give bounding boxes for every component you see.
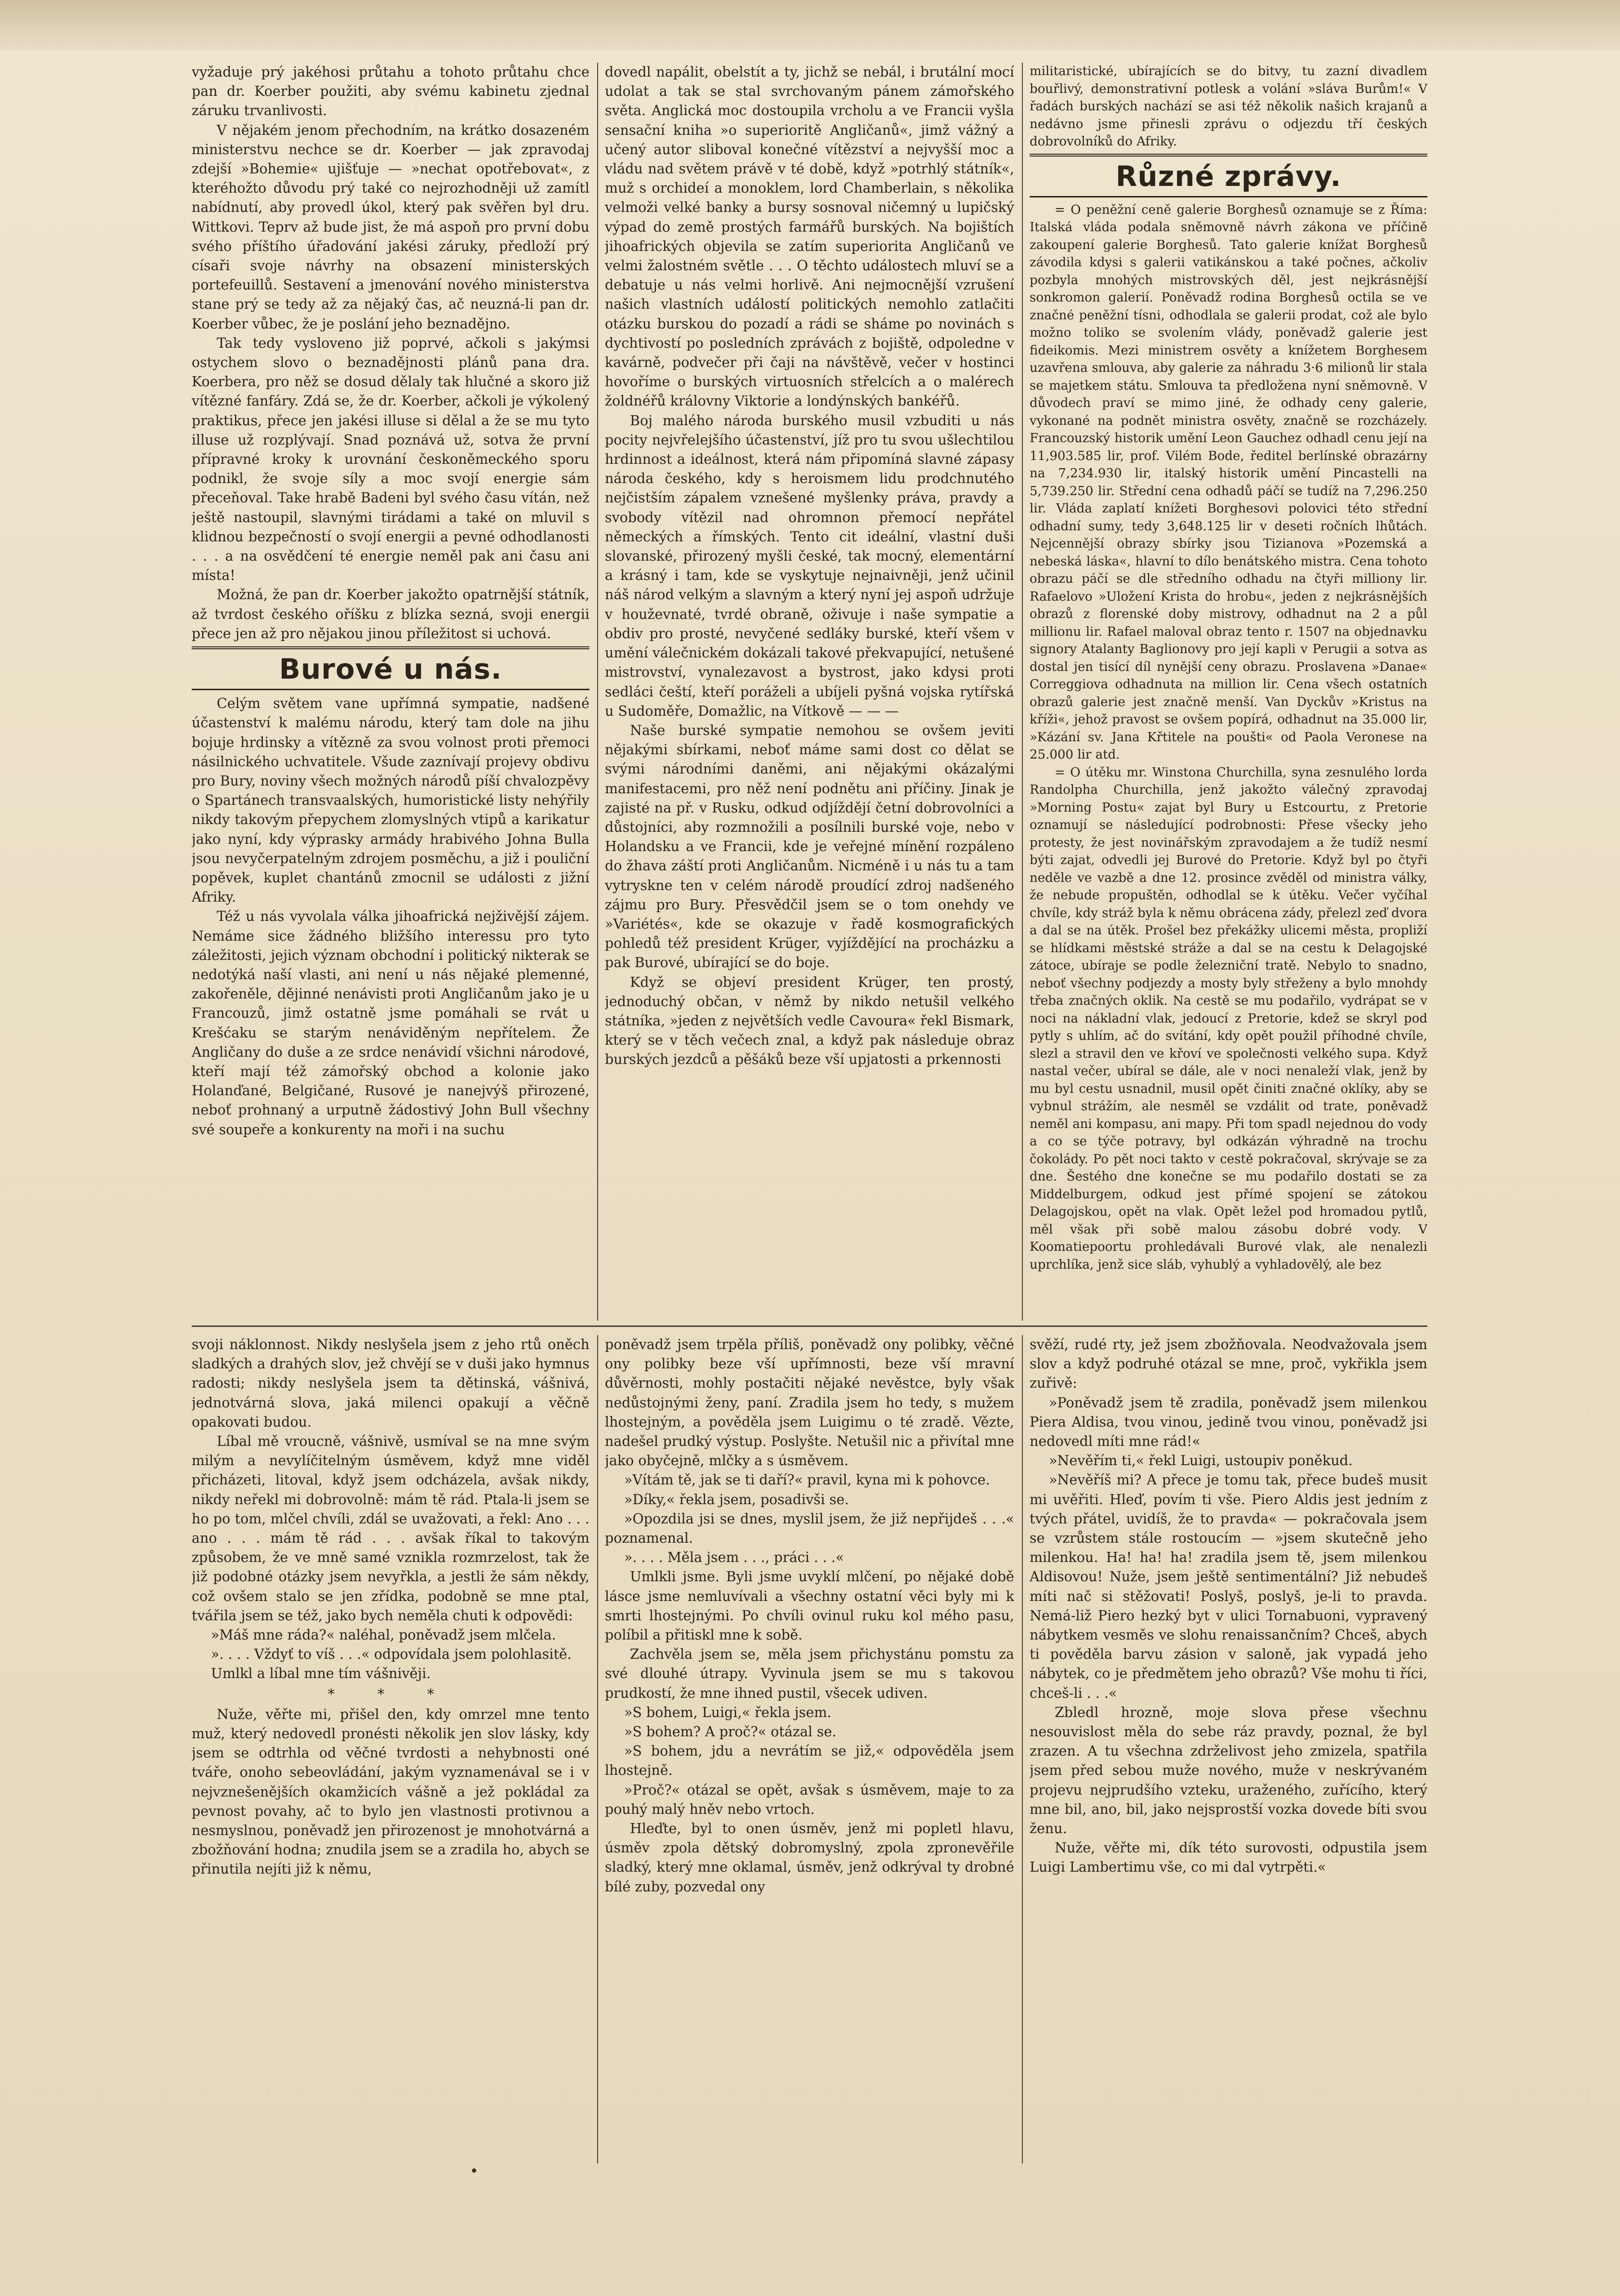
dialogue-line: »Vítám tě, jak se ti daří?« pravil, kyna mi k pohovce.	[624, 1472, 990, 1488]
paragraph: militaristické, ubírajících se do bitvy, tu zazní divadlem bouřlivý, demonstrativní potlesk a volání »sláva Burům!« V řadách burských nachází se asi též několik našich krajanů a nedávno jsme přinesli zprávu o odjezdu tří českých dobrovolníků do Afriky.	[1030, 64, 1427, 149]
dialogue-line: »S bohem, Luigi,« řekla jsem.	[624, 1704, 832, 1720]
top-col1-paragraphs	[192, 63, 589, 643]
paragraph: Boj malého národa burského musil vzbuditi u nás pocity nejvřelejšího účastenství, jíž pro tu svou ušlechtilou hrdinnost a ideálnost, která nám připomíná slavné zápasy národa českého, kdy s heroismem lidu prodchnutého nejčistším zápalem vznešené myšlenky práva, pravdy a svobody vítězil nad ohromnon přemocí nepřátel německých a římských. Tento cit ideální, vlastní duši slovanské, přirozený myšli české, tak mocný, elementární a krásný i tam, kde se vyskytuje nejnaivněji, jenž učinil náš národ velkým a slavným a který nyní jej aspoň udržuje v houževnaté, tvrdé obraně, oživuje i naše sympatie a obdiv pro prosté, nevyčené sedláky burské, kteří všem v umění válečnickém dokázali takové překvapující, netušené mistrovství, vynalezavost a bystrost, jako kdysi proti sedláci čeští, kteří poráželi a ubíjeli pyšná vojska rytířská u Sudoměře, Domažlic, na Vítkově — — —	[605, 412, 1014, 719]
column-rule	[597, 1335, 598, 2164]
paragraph: Tak tedy vysloveno již poprvé, ačkoli s jakýmsi ostychem slovo o beznadějnosti plánů pana dra. Koerbera, pro něž se dosud dělaly tak hlučné a skoro již vítězné fanfáry. Zdá se, že dr. Koerber, ačkoli je výkolený praktikus, přece jen jakési illuse si dělal a že se mu tyto illuse už rozplývají. Snad poznává už, sotva že první přípravné kroky k urovnání českoněmeckého sporu podnikl, že svoje síly a moc svojí energie sám přeceňoval. Take hrabě Badeni byl svého času vítán, než ještě nastoupil, slavnými tirádami a také on mluvil s klidnou bezpečností o svojí energii a pevné odhodlanosti . . . a na osvědčení té energie neměl pak ani času ani místa!	[192, 335, 589, 584]
dialogue-line: Umlkl a líbal mne tím vášnivěji.	[211, 1666, 431, 1682]
news-item: = O peněžní ceně galerie Borghesů oznamuje se z Říma: Italská vláda podala sněmovně návrh zákona ve příčině zakoupení galerie Borghesů. Tato galerie knížat Borghesů závodila kdysi s galerii vatikánskou a také počnes, ačkoliv pozbyla mnohých mistrovských děl, jest nejkrásnější sonkromon galerií. Poněvadž rodina Borghesů octila se ve značné peněžní tísni, odhodlala se galerii prodat, což ale bylo možno toliko se svolením vlády, poněvadž galerie jest fideikomis. Mezi ministrem osvěty a knížetem Borghesem uzavřena smlouva, aby galerie za náhradu 3·6 milionů lir stala se majetkem státu. Smlouva ta předložena nyní sněmovně. V důvodech praví se mimo jiné, že odhady ceny galerie, vykonané na podnět ministra osvěty, značně se rozcházely. Francouzský historik umění Leon Gauchez odhadl cenu její na 11,903.585 lir, prof. Vilém Bode, ředitel berlínské obrazárny na 7,234.930 lir, italský historik umění Pincastelli na 5,739.250 lir. Střední cena odhadů páčí se tudíž na 7,296.250 lir. Vláda zaplatí knížeti Borghesovi polovici této střední odhadní sumy, tedy 3,648.125 lir v deseti ročních lhůtách. Nejcennější obrazy sbírky jsou Tizianova »Pozemská a nebeská láska«, hlavní to dílo benátského mistra. Cena tohoto obrazu páčí se dle středního odhadu na čtyři milliony lir. Rafaelovo »Uložení Krista do hrobu«, jeden z nejkrásnějších obrazů z florenské doby mistrovy, odhadnut na 2 a půl millionu lir. Rafael maloval obraz tento r. 1507 na objednavku signory Atalanty Baglionovy pro její kapli v Perugii a sotva as dostal jen tisící díl nynější ceny obrazu. Proslavena »Danae« Correggiova odhadnuta na million lir. Cena všech ostatních obrazů galerie jest značně menší. Van Dyckův »Kristus na kříži«, jehož pravost se ovšem popírá, odhadnut na 35.000 lir, »Kázání sv. Jana Křtitele na poušti« od Paola Veronese na 25.000 lir atd.	[1030, 202, 1427, 762]
paragraph: svoji náklonnost. Nikdy neslyšela jsem z jeho rtů oněch sladkých a drahých slov, jež chvějí se v duši jako hymnus radosti; nikdy neslyšela jsem ta dětinská, vášnivá, jednotvárná slova, jaká milenci opakují a věčně opakovati budou.	[192, 1337, 589, 1430]
column-rule	[597, 63, 598, 1321]
bottom-column-2	[605, 1335, 1014, 2164]
paragraph: Naše burské sympatie nemohou se ovšem jeviti nějakými sbírkami, neboť máme sami dost co dělat se svými národními daněmi, ani nějakými okázalými manifestacemi, pro něž není podnětu ani příčiny. Jinak je zajisté na př. v Rusku, odkud odjíždějí četní dobrovolníci a důstojníci, aby rozmnožili a posílnili burské voje, nebo v Holandsku a ve Francii, kde je veřejné mínění rozpáleno do žhava záští proti Angličanům. Nicméně i u nás tu a tam vytryskne ten v celém národě proudící zdroj nadšeného zájmu pro Bury. Přesvědčil jsem se o tom onehdy ve »Variétés«, kde se okazuje v řadě kosmografických pohledů též president Krüger, vyjíždějící na procházku a pak Burové, ubírající se do boje.	[605, 722, 1014, 971]
paragraph: Zachvěla jsem se, měla jsem přichystánu pomstu za své dlouhé útrapy. Vyvinula jsem se mu s takovou prudkostí, že mne ihned pustil, všecek udiven.	[605, 1646, 1014, 1701]
paragraph: Celým světem vane upřímná sympatie, nadšené účastenství k malému národu, který tam dole na jihu bojuje hrdinsky a vítězně za svou volnost proti přemoci násilnického uchvatitele. Všude zaznívají projevy obdivu pro Bury, noviny všech možných národů píší chvalozpěvy o Spartánech transvaalských, humoristické listy nehýřily nikdy takovým přepychem zlomyslných vtipů a karikatur jako nyní, kdy výprasky armády hrabivého Johna Bulla jsou nevyčerpatelným zdrojem posměchu, a již i pouliční popěvek, kuplet chantánů zmocnil se události z jižní Afriky.	[192, 695, 589, 905]
section-heading-burove: Burové u nás.	[192, 646, 589, 690]
section-heading-ruzne-zpravy: Různé zprávy.	[1030, 154, 1427, 197]
paragraph: Též u nás vyvolala válka jihoafrická nejživější zájem. Nemáme sice žádného bližšího interessu pro tyto záležitosti, jejich význam obchodní i politický nikterak se nedotýká naší vlasti, ani není u nás nějaké plemenné, zakořeněle, dějinné nenávisti proti Angličanům jako je u Francouzů, jimž ostatně jsme pomáhali se rvát u Krešćaku se starým nenáviděným nepřítelem. Že Angličany do duše a ze srdce nenávidí všichni národové, kteří mají též zámořský obchod a kolonie jako Holanďané, Belgičané, Rusové je nanejvýš přirozené, neboť prohnaný a urputně žádostivý John Bull všechny své soupeře a konkurenty na moři i na suchu	[192, 908, 589, 1138]
paragraph: Líbal mě vroucně, vášnivě, usmíval se na mne svým milým a nevylíčitelným úsměvem, když mne viděl přicházeti, litoval, když jsem odcházela, avšak nikdy, nikdy neřekl mi dobrovolně: mám tě rád. Ptala-li jsem se ho po tom, mlčel chvíli, zdál se uvažovati, a řekl: Ano . . . ano . . . mám tě rád . . . avšak říkal to takovým způsobem, že ve mně samé vznikla rozmrzelost, tak že již podobné otázky jsem nevyřkla, a jestli že sám někdy, což ovšem stalo se jen zřídka, podobně se mne ptal, tvářila jsem se též, jako bych neměla chuti k odpovědi:	[192, 1433, 589, 1624]
column-rule	[1022, 63, 1023, 1321]
ink-dot	[472, 2168, 476, 2173]
dialogue-line: »Máš mne ráda?« naléhal, poněvadž jsem mlčela.	[211, 1627, 556, 1643]
paragraph: Zbledl hrozně, moje slova přese všechnu nesouvislost měla do sebe ráz pravdy, poznal, že byl zrazen. A tu všechna zdrželivost jeho zmizela, spatřila jsem před sebou muže nového, muže v neskrývaném projevu nejprudšího vzteku, uraženého, zuřícího, který mne bil, ano, bil, jako nejsprostší vozka dovede bíti svou ženu.	[1030, 1704, 1427, 1837]
paragraph: Nuže, věřte mi, přišel den, kdy omrzel mne tento muž, který nedovedl pronésti několik jen slov lásky, kdy jsem se odtrhla od věčné tvrdosti a nehybnosti oné tváře, onoho sebeovládání, jakým vyznamenával se i v nejvznešenějších okamžicích vášně a jež pokládal za pevnost povahy, ač to bylo jen vlastnosti protivnou a nesmyslnou, poněvadž jen přirozenost je mnohotvárná a zbožňování hodna; znudila jsem se a zradila ho, abych se přinutila nejíti již k němu,	[192, 1706, 589, 1877]
dialogue-line: ». . . . Vždyť to víš . . .« odpovídala jsem polohlasitě.	[211, 1646, 572, 1663]
paragraph: poněvadž jsem trpěla příliš, poněvadž ony polibky, věčné ony polibky beze vší upřímnosti, beze vší mravní důvěrnosti, mohly postačiti nějaké nevěstce, byly však nedůstojnými ženy, paní. Zradila jsem ho tedy, s mužem lhostejným, a pověděla jsem Luigimu o té zradě. Vězte, nadešel prudký výstup. Poslyšte. Netušil nic a přivítal mne jako obyčejně, mlčky a s úsměvem.	[605, 1337, 1014, 1469]
section-separator	[192, 1325, 1427, 1327]
dialogue-line: »Nevěříš mi? A přece je tomu tak, přece budeš musit mi uvěřiti. Hleď, povím ti vše. Piero Aldis jest jedním z tvých přátel, uvidíš, že to pravda« — pokračovala jsem se vzrůstem stále rostoucím — »jsem skutečně jeho milenkou. Ha! ha! ha! zradila jsem tě, jsem milenkou Aldisovou! Nuže, jsem ještě sentimentální? Již nebudeš míti nač si stěžovati! Poslyš, poslyš, je-li to pravda. Nemá-liž Piero hezký byt v ulici Tornabuoni, vypravený nábytkem vesměs ve slohu renaissančním? Chceš, abych ti pověděla barvu zásion v saloně, jak vypadá jeho nábytek, co je předmětem jeho obrazů? Vše mohu ti říci, chceš-li . . .«	[1030, 1472, 1427, 1701]
dialogue-line: »Nevěřím ti,« řekl Luigi, ustoupiv poněkud.	[1049, 1453, 1353, 1469]
paragraph: dovedl napálit, obelstít a ty, jichž se nebál, i brutální mocí udolat a tak se stal svrchovaným pánem zámořského světa. Anglická moc dostoupila vrcholu a ve Francii vyšla sensační kniha »o superioritě Angličanů«, jimž vážný a učený autor sliboval konečné vítězství a nejvyšší moc a vládu nad světem právě v té době, když »potrhlý státník«, muž s orchideí a monoklem, lord Chamberlain, s několika velmoži velké banky a bursy sosnoval ničemný u lupičský výpad do země prostých farmářů burských. Na bojištích jihoafrických objevila se zatím superiorita Angličanů ve velmi žalostném světle . . . O těchto událostech mluví se a debatuje u nás velmi horlivě. Ani nejmocnější vzrušení našich vlastních událostí politických nemohlo zatlačiti otázku burskou do pozadí a rádi se sháme po novinách s dychtivostí po posledních zprávách z bojiště, odpoledne v kavárně, podvečer při čaji na návštěvě, večer v hostinci hovoříme o burských virtuosních střelcích a o malérech žoldnéřů královny Viktorie a londýnských bankéřů.	[605, 64, 1014, 409]
asterism: * * *	[327, 1686, 454, 1702]
top-column-1	[192, 63, 589, 1321]
bottom-column-1	[192, 1335, 589, 2164]
page-top-edge	[0, 0, 1620, 51]
bottom-column-3	[1030, 1335, 1427, 2164]
top-col1b-paragraphs	[192, 694, 589, 1140]
dialogue-line: »S bohem, jdu a nevrátím se již,« odpověděla jsem lhostejně.	[605, 1743, 1014, 1779]
paragraph: Nuže, věřte mi, dík této surovosti, odpustila jsem Luigi Lambertimu vše, co mi dal vytrpěti.«	[1030, 1840, 1427, 1876]
column-rule	[1022, 1335, 1023, 2164]
top-column-3	[1030, 63, 1427, 1321]
dialogue-line: »Díky,« řekla jsem, posadivši se.	[624, 1491, 849, 1508]
top-column-2	[605, 63, 1014, 1321]
dialogue-line: »S bohem? A proč?« otázal se.	[624, 1724, 836, 1740]
dialogue-line: »Opozdila jsi se dnes, myslil jsem, že již nepřijdeš . . .« poznamenal.	[605, 1510, 1014, 1547]
paragraph: V nějakém jenom přechodním, na krátko dosazeném ministerstvu nechce se dr. Koerber — jak zpravodaj zdejší »Bohemie« ujišťuje — »nechat opotřebovat«, z kteréhožto důvodu prý také co nejrozhodněji už zamítl nabídnutí, aby provedl úkol, který pak svěřen byl dru. Wittkovi. Teprv až bude jist, že má aspoň pro první dobu svého příštího úřadování jakési záruky, předloží prý císaři svoje návrhy na obsazení ministerských portefeuillů. Sestavení a jmenování nového ministerstva stane prý se tedy až za nějaký čas, ač neuzná-li pan dr. Koerber vůbec, že je poslání jeho beznadějno.	[192, 122, 589, 332]
dialogue-line: ». . . . Měla jsem . . ., práci . . .«	[624, 1549, 844, 1566]
paragraph: Možná, že pan dr. Koerber jakožto opatrnější státník, až tvrdost českého oříšku z blízka sezná, svoji energii přece jen až pro nějakou jinou příležitost si uchová.	[192, 587, 589, 642]
dialogue-line: »Proč?« otázal se opět, avšak s úsměvem, maje to za pouhý malý hněv nebo vrtoch.	[605, 1782, 1014, 1817]
paragraph: Když se objeví president Krüger, ten prostý, jednoduchý občan, v němž by nikdo netušil velkého státníka, »jeden z největších vedle Cavoura« řekl Bismark, který se v těch večech znal, a když pak následuje obraz burských jezdců a pěšáků beze vší upjatosti a prkennosti	[605, 974, 1014, 1068]
paragraph: Umlkli jsme. Byli jsme uvyklí mlčení, po nějaké době lásce jsme nemluvívali a všechny ostatní věci byly mi k smrti lhostejnými. Po chvíli ovinul ruku kol mého pasu, políbil a přitiskl mne k sobě.	[605, 1569, 1014, 1643]
paragraph: Hleďte, byl to onen úsměv, jenž mi popletl hlavu, úsměv zpola dětský dobromyslný, zpola zpronevěřile sladký, který mne oklamal, úsměv, jenž odkrýval ty drobné bílé zuby, pozvedal ony	[605, 1821, 1014, 1895]
paragraph: svěží, rudé rty, jež jsem zbožňovala. Neodvažovala jsem slov a když podruhé otázal se mne, proč, vykřikla jsem zuřivě:	[1030, 1337, 1427, 1391]
paragraph: vyžaduje prý jakéhosi průtahu a tohoto průtahu chce pan dr. Koerber použiti, aby svému kabinetu zjednal záruku trvanlivosti.	[192, 64, 589, 119]
news-item: = O útěku mr. Winstona Churchilla, syna zesnulého lorda Randolpha Churchilla, jenž jakožto válečný zpravodaj »Morning Postu« zajat byl Bury u Estcourtu, z Pretorie oznamují se následující podrobnosti: Přese všecky jeho protesty, že jest novinářským zpravodajem a že tudíž nesmí býti zajat, odvedli jej Burové do Pretorie. Když byl po čtyři neděle ve vazbě a dne 12. prosince zvěděl od ministra války, že nebude propuštěn, odhodlal se k útěku. Večer vyčíhal chvíle, kdy stráž byla k němu obrácena zády, přelezl zeď dvora a dal se na útěk. Prošel bez překážky ulicemi města, propliží se hlídkami městské stráže a dal se na cestu k Delagojské zátoce, ubíraje se podle železniční tratě. Nebylo to snadno, neboť všechny podjezdy a mosty byly střeženy a bylo mnohdy třeba značných oklik. Na cestě se mu podařilo, vydrápat se v noci na nákladní vlak, jedoucí z Pretorie, kdež se skryl pod pytly s uhlím, ač do svítání, kdy opět použil příhodné chvíle, slezl a stravil den ve křoví ve společnosti velkého supa. Když nastal večer, ubíral se dále, ale v noci nenaleží vlak, jenž by mu byl cestu usnadnil, musil opět činiti značné oklíky, aby se vybnul strážím, ale nesměl se vzdálit od trate, poněvadž neměl ani kompasu, ani mapy. Při tom spadl nejednou do vody a co se týče potravy, byl odkázán výhradně na trochu čokolády. Po pět noci takto v cestě pokračoval, skrývaje se za dne. Šestého dne konečne se mu podařilo dostati se za Middelburgem, odkud jest přímé spojení se zátokou Delagojskou, opět na vlak. Opět ležel pod hromadou pytlů, měl však při sobě malou zásobu dobré vody. V Koomatiepoortu prohledávali Burové vlak, ale nenalezli uprchlíka, jenž sice sláb, vyhublý a vyhladovělý, ale bez	[1030, 765, 1427, 1272]
dialogue-line: »Poněvadž jsem tě zradila, poněvadž jsem milenkou Piera Aldisa, tvou vinou, jedině tvou vinou, poněvadž jsi nedovedl míti mne rád!«	[1030, 1394, 1427, 1450]
